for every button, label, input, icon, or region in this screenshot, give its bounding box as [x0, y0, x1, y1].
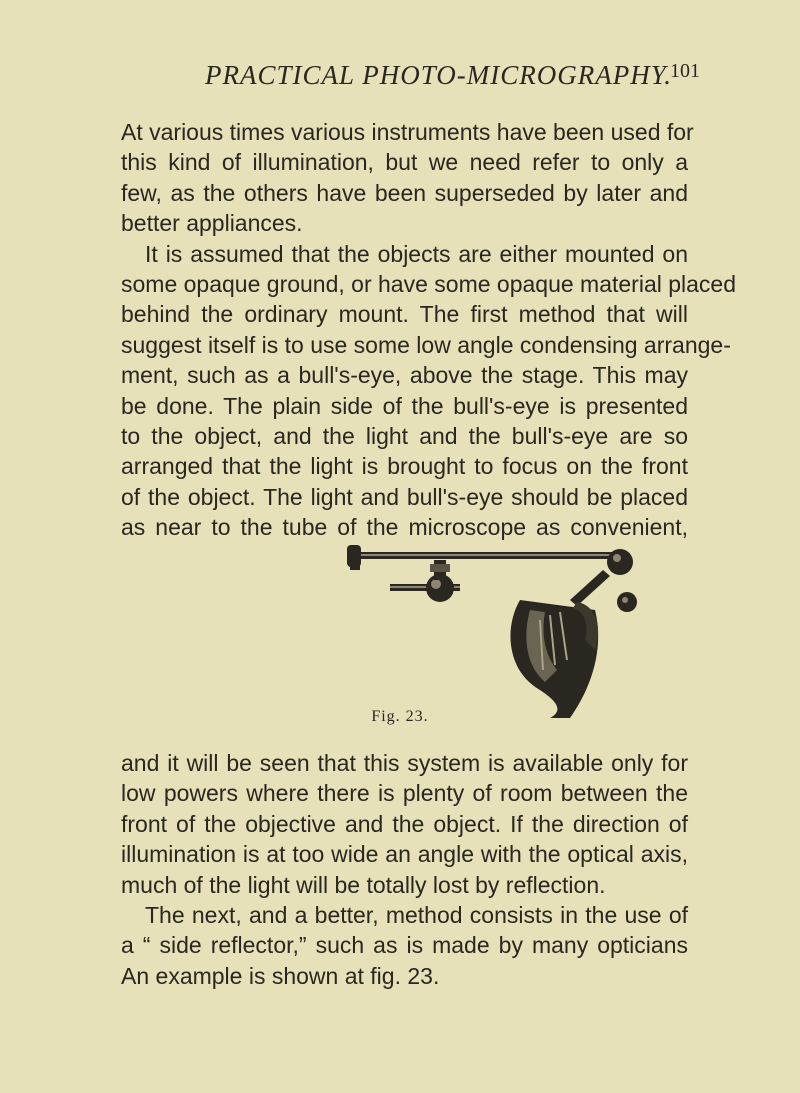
text-line: better appliances. [121, 210, 303, 237]
text-line: ment, such as a bull's-eye, above the stage. This may [121, 362, 688, 389]
paragraph [121, 239, 688, 269]
text-line: some opaque ground, or have some opaque material placed [121, 271, 737, 298]
paragraph [121, 748, 688, 900]
text-line: a “ side reflector,” such as is made by many opticians [121, 932, 688, 959]
page-number: 101 [670, 60, 700, 82]
text-line: arranged that the light is brought to focus on the front [121, 453, 688, 480]
text-line: At various times various instruments have been used for [121, 119, 694, 145]
text-line: behind the ordinary mount. The first method that will [121, 301, 688, 328]
text-line: low powers where there is plenty of room between the [121, 780, 688, 807]
running-title: PRACTICAL PHOTO-MICROGRAPHY. [205, 60, 673, 90]
figure-caption: Fig. 23. [371, 708, 429, 725]
paragraph-continued [121, 930, 688, 991]
text-line: be done. The plain side of the bull's-eye is presented [121, 392, 688, 419]
text-line: suggest itself is to use some low angle condensing arrange- [121, 331, 731, 358]
side-reflector-icon [345, 540, 637, 718]
paragraph [121, 117, 694, 239]
side-reflector-illustration [345, 540, 637, 718]
text-line: An example is shown at fig. 23. [121, 962, 440, 989]
text-line: few, as the others have been superseded by later and [121, 179, 688, 206]
text-line: as near to the tube of the microscope as convenient, [121, 514, 688, 541]
text-line: illumination is at too wide an angle with the optical axis, [121, 841, 688, 868]
text-line: to the object, and the light and the bull's-eye are so [121, 423, 688, 450]
text-line: of the object. The light and bull's-eye should be placed [121, 483, 688, 510]
paragraph-continued [121, 269, 737, 543]
body-text-top [121, 117, 737, 543]
body-text-bottom [121, 748, 688, 991]
text-line: this kind of illumination, but we need refer to only a [121, 149, 688, 176]
text-line: It is assumed that the objects are either mounted on [145, 240, 688, 267]
text-line: front of the objective and the object. If the direction of [121, 810, 688, 837]
running-head [0, 60, 800, 100]
text-line: much of the light will be totally lost by reflection. [121, 871, 606, 898]
text-line: and it will be seen that this system is available only for [121, 750, 688, 776]
text-line: The next, and a better, method consists in the use of [145, 902, 688, 929]
paragraph [121, 900, 688, 930]
